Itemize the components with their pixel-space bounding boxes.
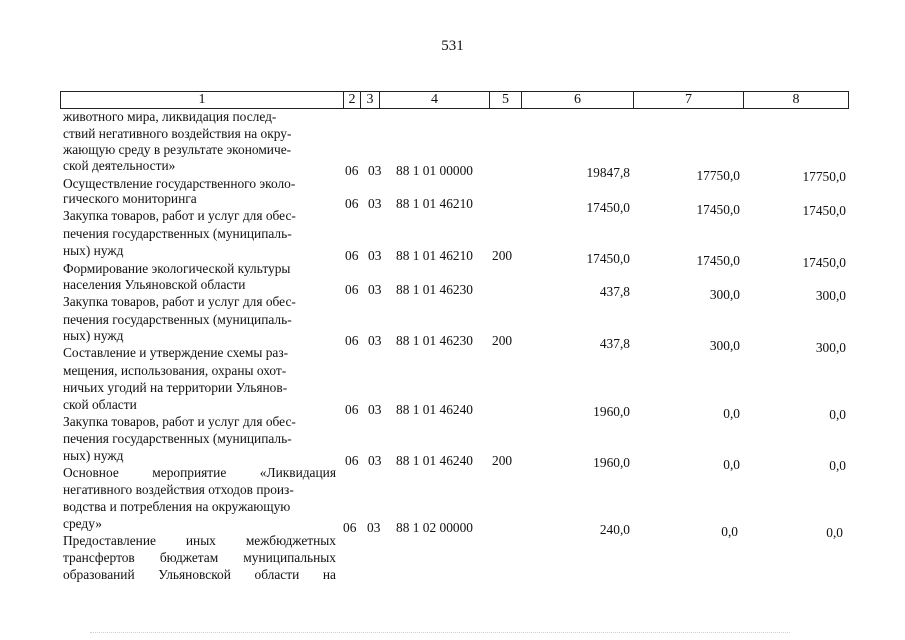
cell-amount-col8: 300,0 (815, 340, 846, 355)
header-col-8: 8 (743, 92, 848, 108)
cell-amount-col7: 0,0 (721, 524, 738, 539)
description-line: Закупка товаров, работ и услуг для обес- (63, 414, 296, 429)
cell-amount-col7: 300,0 (709, 338, 740, 353)
description-line: Осуществление государственного эколо- (63, 176, 296, 191)
description-line: ской деятельности» (63, 158, 176, 173)
cell-amount-col6: 19847,8 (586, 165, 630, 180)
cell-target-article: 88 1 01 46210 (396, 196, 473, 211)
cell-amount-col7: 0,0 (723, 457, 740, 472)
cell-expense-type: 200 (492, 248, 513, 263)
cell-amount-col7: 0,0 (723, 406, 740, 421)
description-line: негативного воздействия отходов произ- (63, 482, 294, 497)
header-col-5: 5 (489, 92, 521, 108)
cell-amount-col8: 0,0 (826, 525, 843, 540)
cell-target-article: 88 1 01 46230 (396, 333, 473, 348)
cell-amount-col6: 17450,0 (586, 251, 630, 266)
description-line: жающую среду в результате экономиче- (63, 142, 292, 157)
cell-subsection: 03 (368, 248, 382, 263)
cell-target-article: 88 1 01 46240 (396, 402, 473, 417)
description-line: водства и потребления на окружающую (63, 499, 291, 514)
cell-amount-col8: 300,0 (815, 288, 846, 303)
cell-section: 06 (345, 248, 359, 263)
cell-subsection: 03 (368, 163, 382, 178)
cell-target-article: 88 1 01 46210 (396, 248, 473, 263)
cell-amount-col7: 17450,0 (696, 202, 740, 217)
description-line: печения государственных (муниципаль- (63, 312, 292, 327)
scan-artifact-line (90, 632, 790, 634)
description-line: ных) нужд (63, 328, 124, 343)
description-line: ской области (63, 397, 137, 412)
table-header (60, 91, 849, 109)
header-col-1: 1 (198, 92, 206, 107)
description-line: Предоставление иных межбюджетных (63, 533, 336, 548)
cell-target-article: 88 1 01 46240 (396, 453, 473, 468)
description-line: среду» (63, 516, 102, 531)
cell-section: 06 (345, 453, 359, 468)
cell-section: 06 (345, 282, 359, 297)
description-line: Основное мероприятие «Ликвидация (63, 465, 336, 480)
cell-amount-col6: 437,8 (599, 284, 630, 299)
cell-amount-col6: 1960,0 (593, 404, 630, 419)
description-line: ничьих угодий на территории Ульянов- (63, 380, 288, 395)
description-line: трансфертов бюджетам муниципальных (63, 550, 336, 565)
cell-amount-col8: 0,0 (829, 458, 846, 473)
description-line: ствий негативного воздействия на окру- (63, 126, 292, 141)
header-col-3: 3 (360, 92, 379, 108)
cell-section: 06 (345, 196, 359, 211)
cell-section: 06 (343, 520, 357, 535)
description-line: печения государственных (муниципаль- (63, 431, 292, 446)
cell-subsection: 03 (368, 196, 382, 211)
description-line: животного мира, ликвидация послед- (63, 109, 277, 124)
cell-target-article: 88 1 01 46230 (396, 282, 473, 297)
cell-amount-col8: 0,0 (829, 407, 846, 422)
cell-section: 06 (345, 163, 359, 178)
description-line: гического мониторинга (63, 191, 197, 206)
description-line: Закупка товаров, работ и услуг для обес- (63, 294, 296, 309)
header-col-7: 7 (633, 92, 743, 108)
description-line: Составление и утверждение схемы раз- (63, 345, 289, 360)
cell-amount-col8: 17750,0 (802, 169, 846, 184)
cell-amount-col6: 240,0 (599, 522, 630, 537)
description-line: мещения, использования, охраны охот- (63, 363, 287, 378)
cell-amount-col6: 17450,0 (586, 200, 630, 215)
description-line: печения государственных (муниципаль- (63, 226, 292, 241)
cell-amount-col7: 17450,0 (696, 253, 740, 268)
cell-amount-col7: 17750,0 (696, 168, 740, 183)
header-col-4: 4 (379, 92, 489, 108)
cell-amount-col7: 300,0 (709, 287, 740, 302)
cell-amount-col6: 1960,0 (593, 455, 630, 470)
cell-amount-col8: 17450,0 (802, 203, 846, 218)
description-line: населения Ульяновской области (63, 277, 246, 292)
header-col-6: 6 (521, 92, 633, 108)
cell-expense-type: 200 (492, 453, 513, 468)
cell-section: 06 (345, 402, 359, 417)
page-number: 531 (441, 38, 464, 54)
cell-target-article: 88 1 02 00000 (396, 520, 473, 535)
description-line: ных) нужд (63, 448, 124, 463)
cell-subsection: 03 (368, 402, 382, 417)
cell-subsection: 03 (367, 520, 381, 535)
cell-amount-col6: 437,8 (599, 336, 630, 351)
description-line: образований Ульяновской области на (63, 567, 336, 582)
description-line: ных) нужд (63, 243, 124, 258)
cell-section: 06 (345, 333, 359, 348)
cell-subsection: 03 (368, 282, 382, 297)
cell-subsection: 03 (368, 453, 382, 468)
cell-amount-col8: 17450,0 (802, 255, 846, 270)
cell-subsection: 03 (368, 333, 382, 348)
cell-expense-type: 200 (492, 333, 513, 348)
description-line: Закупка товаров, работ и услуг для обес- (63, 208, 296, 223)
cell-target-article: 88 1 01 00000 (396, 163, 473, 178)
description-line: Формирование экологической культуры (63, 261, 291, 276)
header-col-2: 2 (343, 92, 360, 108)
